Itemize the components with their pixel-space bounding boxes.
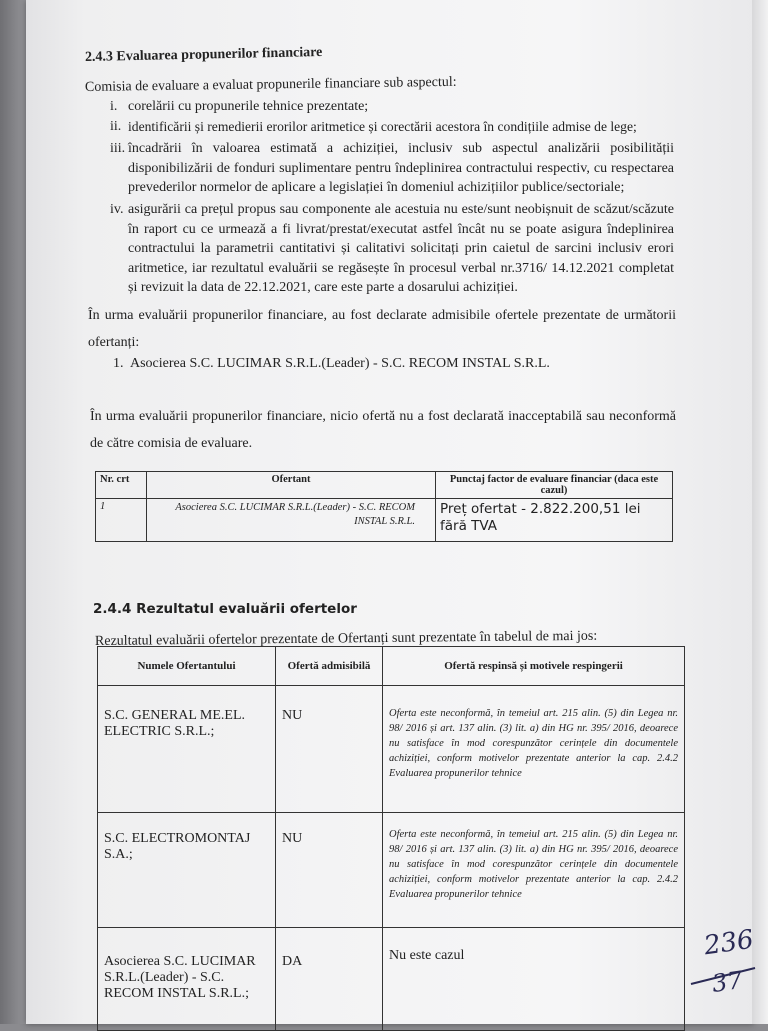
list-item-text-i: corelării cu propunerile tehnice prezentate;: [128, 99, 369, 114]
table-row: [96, 499, 673, 542]
list-item-text-iii: încadrării în valoarea estimată a achiziției, inclusiv sub aspectul analizării posibilității disponibilizării de fonduri suplimentare pentru îndeplinirea contractului respectiv, cu respectarea prevederilor normelor de aplicare a legislației în domeniul achizițiilor publice/sectoriale;: [128, 141, 674, 195]
table-header: Ofertă respinsă și motivele respingerii: [383, 647, 685, 686]
table-header: Ofertant: [147, 472, 436, 499]
table-row: [98, 813, 685, 928]
admissible-intro: În urma evaluării propunerilor financiare, au fost declarate admisibile ofertele prezentate de următorii ofertanți:: [88, 308, 676, 350]
table-cell-name: S.C. ELECTROMONTAJ S.A.;: [98, 813, 276, 928]
table-header-row: [96, 472, 673, 499]
table-header: Numele Ofertantului: [98, 647, 276, 686]
table-cell-ofertant: Asocierea S.C. LUCIMAR S.R.L.(Leader) - S.C. RECOM INSTAL S.R.L.: [147, 499, 436, 542]
table-cell-name: Asocierea S.C. LUCIMAR S.R.L.(Leader) - S.C. RECOM INSTAL S.R.L.;: [98, 928, 276, 1031]
table-cell-motiv: Oferta este neconformă, în temeiul art. 215 alin. (5) din Legea nr. 98/ 2016 și art. 137 alin. (3) lit. a) din HG nr. 395/ 2016, deoarece nu satisface în mod corespunzător cerințele din documentele achiziției, conform motivelor prezentate anterior la cap. 2.4.2 Evaluarea propunerilor tehnice: [383, 813, 685, 928]
table-row: [98, 686, 685, 813]
results-intro: Rezultatul evaluării ofertelor prezentate de Ofertanți sunt prezentate în tabelul de mai jos:: [94, 628, 598, 649]
table-cell-motiv: Nu este cazul: [383, 928, 685, 1031]
evaluation-results-table: [97, 646, 685, 1031]
table-header: Ofertă admisibilă: [276, 647, 383, 686]
section-intro: Comisia de evaluare a evaluat propunerile financiare sub aspectul:: [84, 74, 457, 95]
table-header: Punctaj factor de evaluare financiar (daca este cazul): [436, 472, 673, 499]
table-header: Nr. crt: [96, 472, 147, 499]
list-item-num-iii: iii.: [110, 141, 126, 156]
handwritten-page-number-top: 236: [702, 924, 756, 962]
table-cell-nr: 1: [96, 499, 147, 542]
list-item-num-ii: ii.: [110, 119, 122, 134]
table-cell-admisibila: NU: [276, 813, 383, 928]
table-header-row: [98, 647, 685, 686]
list-item-text-iv: asigurării ca prețul propus sau componente ale acestuia nu este/sunt neobișnuit de scăzut/scăzute în raport cu ce urmează a fi livrat/prestat/executat astfel încât nu se poate asigura îndeplinirea contractului la parametrii cantitativi și calitativi solicitați prin caietul de sarcini inclusiv erori aritmetice, iar rezultatul evaluării se regăsește în procesul verbal nr.3716/ 14.12.2021 completat și revizuit la data de 22.12.2021, care este parte a dosarului achiziției.: [128, 202, 674, 295]
admissible-item-text: Asocierea S.C. LUCIMAR S.R.L.(Leader) - S.C. RECOM INSTAL S.R.L.: [130, 356, 550, 371]
handwritten-page-number-bottom: 37: [710, 966, 745, 998]
none-rejected-text: În urma evaluării propunerilor financiare, nicio ofertă nu a fost declarată inacceptabilă sau neconformă de către comisia de evaluare.: [90, 409, 676, 451]
table-cell-name: S.C. GENERAL ME.EL. ELECTRIC S.R.L.;: [98, 686, 276, 813]
table-row: [98, 928, 685, 1031]
list-item-num-i: i.: [110, 99, 118, 114]
section-heading-243: 2.4.3 Evaluarea propunerilor financiare: [84, 45, 323, 65]
list-item-num-iv: iv.: [110, 202, 124, 217]
table-cell-admisibila: NU: [276, 686, 383, 813]
table-cell-motiv: Oferta este neconformă, în temeiul art. 215 alin. (5) din Legea nr. 98/ 2016 și art. 137 alin. (3) lit. a) din HG nr. 395/ 2016, deoarece nu satisface în mod corespunzător cerințele din documentele achiziției, conform motivelor prezentate anterior la cap. 2.4.2 Evaluarea propunerilor tehnice: [383, 686, 685, 813]
section-heading-244: 2.4.4 Rezultatul evaluării ofertelor: [93, 601, 357, 617]
financial-evaluation-table: [95, 471, 673, 542]
admissible-item-num: 1.: [113, 356, 124, 371]
table-cell-punctaj: Preț ofertat - 2.822.200,51 lei fără TVA: [436, 499, 673, 542]
table-cell-admisibila: DA: [276, 928, 383, 1031]
list-item-text-ii: identificării și remedierii erorilor aritmetice și corectării acestora în condițiile admise de lege;: [128, 119, 637, 134]
